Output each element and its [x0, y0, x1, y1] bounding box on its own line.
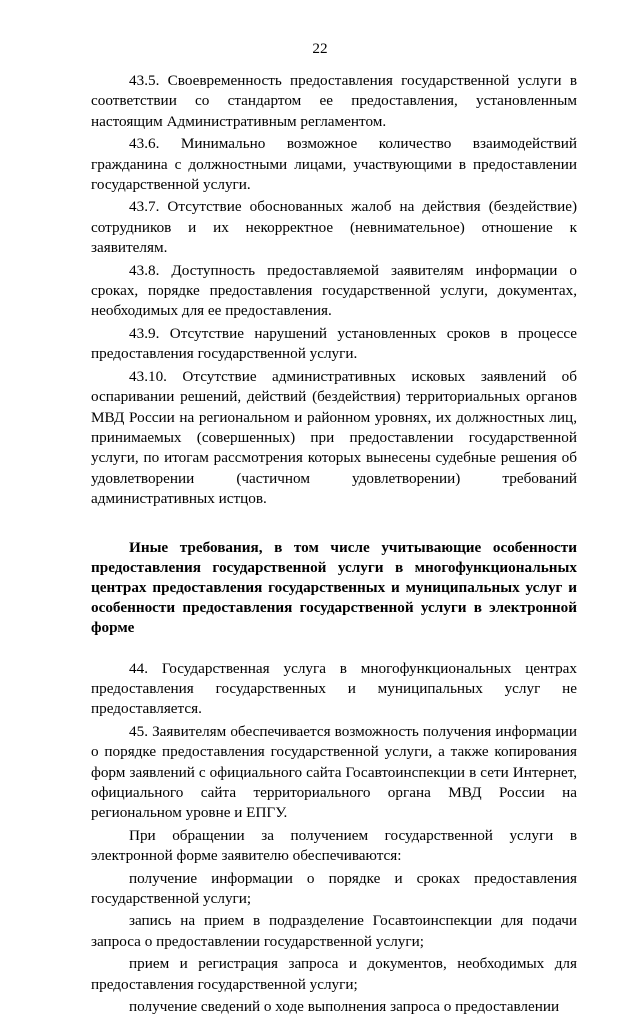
document-body [91, 71, 577, 1017]
list-item-registration: прием и регистрация запроса и документов, необходимых для предоставления государственной услуги; [91, 955, 577, 993]
paragraph-43-6: 43.6. Минимально возможное количество взаимодействий гражданина с должностными лицами, участвующими в предоставлении государственной услуги. [91, 135, 577, 194]
section-gap [91, 639, 577, 659]
paragraph-43-7: 43.7. Отсутствие обоснованных жалоб на действия (бездействие) сотрудников и их некорректное (невнимательное) отношение к заявителям. [91, 198, 577, 257]
paragraph-43-5: 43.5. Своевременность предоставления государственной услуги в соответствии со стандартом ее предоставления, установленным настоящим Административным регламентом. [91, 72, 577, 130]
paragraph-43-9: 43.9. Отсутствие нарушений установленных сроков в процессе предоставления государственной услуги. [91, 324, 577, 363]
paragraph-43-8: 43.8. Доступность предоставляемой заявителям информации о сроках, порядке предоставления государственной услуги, документах, необходимых для ее предоставления. [91, 261, 577, 320]
paragraph-electronic-form-intro: При обращении за получением государственной услуги в электронной форме заявителю обеспечиваются: [91, 826, 577, 865]
page-number: 22 [312, 40, 328, 57]
section-heading: Иные требования, в том числе учитывающие особенности предоставления государственной услуги в многофункциональных центрах предоставления государственных и муниципальных услуг и особенности предоставления государственной услуги в электронной форме [91, 538, 577, 637]
paragraph-45: 45. Заявителям обеспечивается возможность получения информации о порядке предоставления государственной услуги, а также копирования форм заявлений с официального сайта Госавтоинспекции в сети Интернет, официального сайта территориального органа МВД России на региональном уровне и ЕПГУ. [91, 722, 577, 822]
list-item-appointment: запись на прием в подразделение Госавтоинспекции для подачи запроса о предоставлении государственной услуги; [91, 912, 577, 950]
list-item-status: получение сведений о ходе выполнения запроса о предоставлении [129, 998, 560, 1016]
paragraph-44: 44. Государственная услуга в многофункциональных центрах предоставления государственных и муниципальных услуг не предоставляется. [91, 659, 577, 718]
paragraph-43-10: 43.10. Отсутствие административных исковых заявлений об оспаривании решений, действий (бездействия) территориальных органов МВД России на региональном и районном уровнях, их должностных лиц, принимаемых (совершенных) при предоставлении государственной услуги, по итогам рассмотрения которых вынесены судебные решения об удовлетворении (частичном удовлетворении) требований административных истцов. [91, 367, 577, 508]
list-item-info: получение информации о порядке и сроках предоставления государственной услуги; [91, 869, 577, 908]
